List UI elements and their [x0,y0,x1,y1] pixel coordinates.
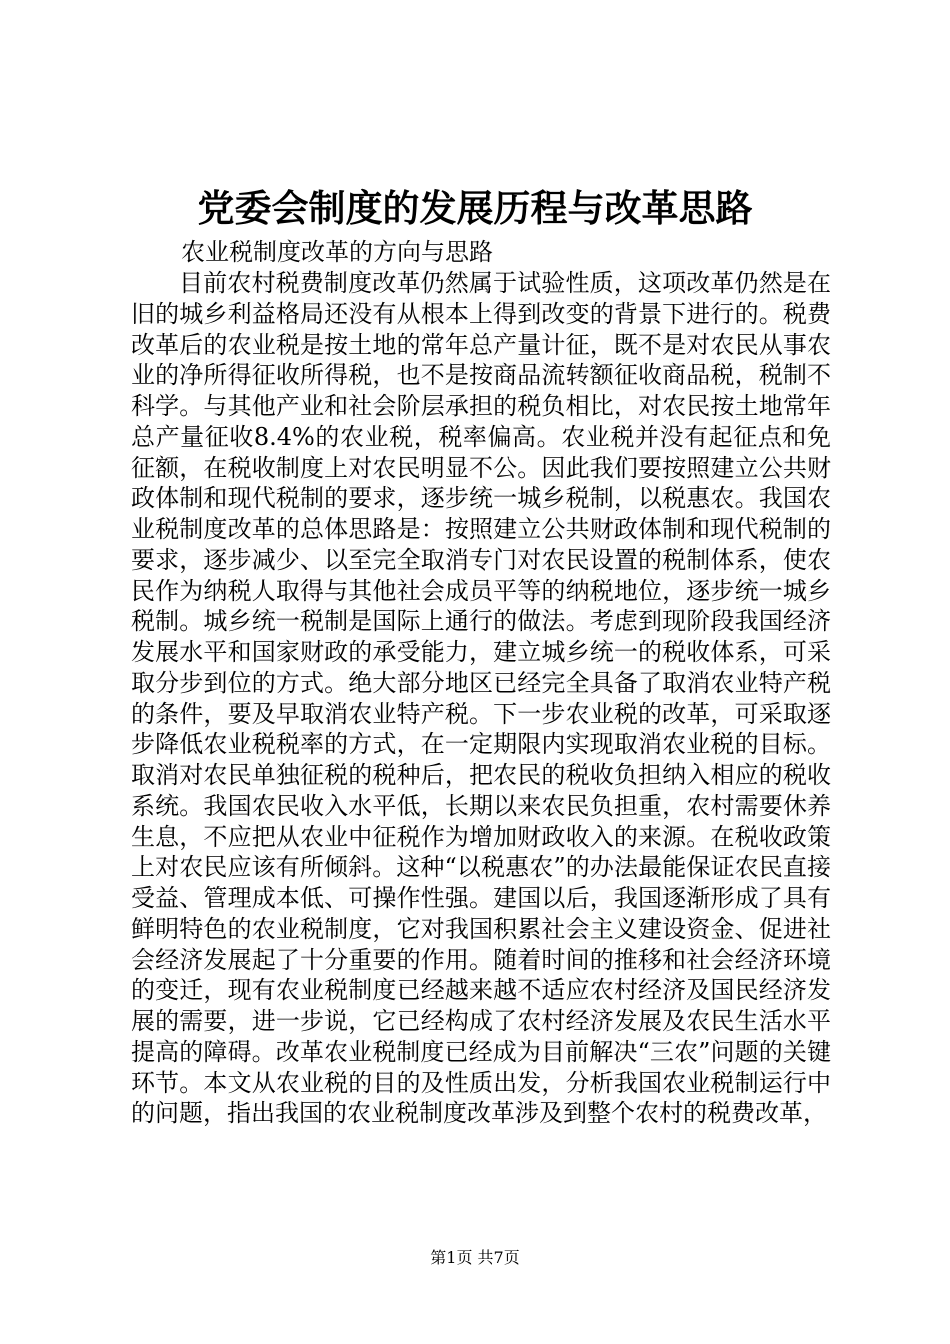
document-title: 党委会制度的发展历程与改革思路 [197,186,753,230]
page-number-footer: 第1页 共7页 [430,1248,520,1267]
document-subtitle: 农业税制度改革的方向与思路 [181,238,493,266]
body-paragraph: 目前农村税费制度改革仍然属于试验性质，这项改革仍然是在旧的城乡利益格局还没有从根本上得到改变的背景下进行的。税费改革后的农业税是按土地的常年总产量计征，既不是对农民从事农业的净所得征收所得税，也不是按商品流转额征收商品税，税制不科学。与其他产业和社会阶层承担的税负相比，对农民按土地常年总产量征收8.4%的农业税，税率偏高。农业税并没有起征点和免征额，在税收制度上对农民明显不公。因此我们要按照建立公共财政体制和现代税制的要求，逐步统一城乡税制，以税惠农。我国农业税制度改革的总体思路是：按照建立公共财政体制和现代税制的要求，逐步减少、以至完全取消专门对农民设置的税制体系，使农民作为纳税人取得与其他社会成员平等的纳税地位，逐步统一城乡税制。城乡统一税制是国际上通行的做法。考虑到现阶段我国经济发展水平和国家财政的承受能力，建立城乡统一的税收体系，可采取分步到位的方式。绝大部分地区已经完全具备了取消农业特产税的条件，要及早取消农业特产税。下一步农业税的改革，可采取逐步降低农业税税率的方式，在一定期限内实现取消农业税的目标。取消对农民单独征税的税种后，把农民的税收负担纳入相应的税收系统。我国农民收入水平低，长期以来农民负担重，农村需要休养生息，不应把从农业中征税作为增加财政收入的来源。在税收政策上对农民应该有所倾斜。这种“以税惠农”的办法最能保证农民直接受益、管理成本低、可操作性强。建国以后，我国逐渐形成了具有鲜明特色的农业税制度，它对我国积累社会主义建设资金、促进社会经济发展起了十分重要的作用。随着时间的推移和社会经济环境的变迁，现有农业税制度已经越来越不适应农村经济及国民经济发展的需要，进一步说，它已经构成了农村经济发展及农民生活水平提高的障碍。改革农业税制度已经成为目前解决“三农”问题的关键环节。本文从农业税的目的及性质出发，分析我国农业税制运行中的问题，指出我国的农业税制度改革涉及到整个农村的税费改革， [131,269,831,1128]
